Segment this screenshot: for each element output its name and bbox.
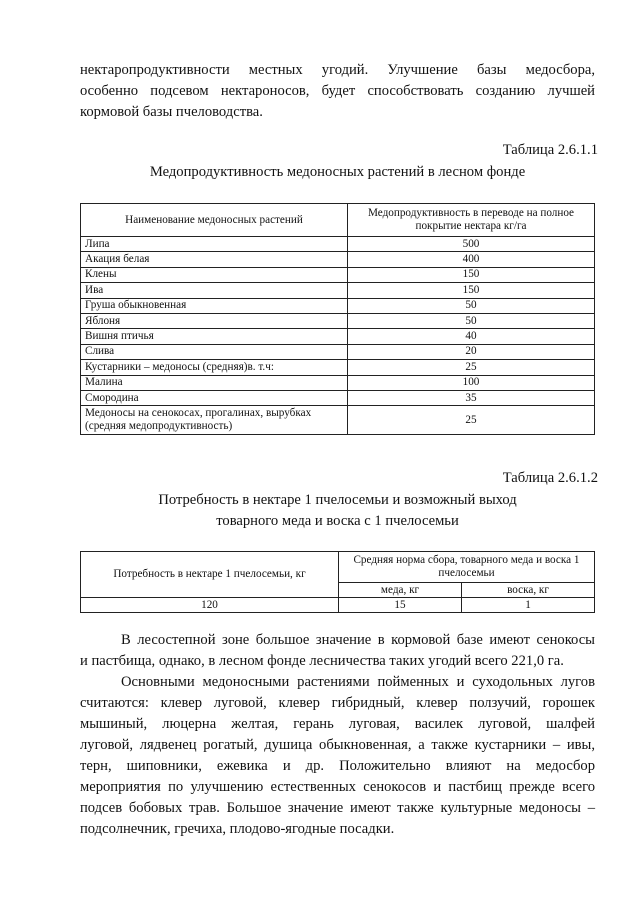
text-line: терн, шиповники, ежевика и др. Положительно влияют на медосбор (80, 758, 595, 774)
header-norm: Средняя норма сбора, товарного меда и воска 1 пчелосемьи (339, 552, 595, 583)
table1-title: Медопродуктивность медоносных растений в лесном фонде (149, 164, 526, 180)
cell-value: 40 (348, 329, 595, 344)
cell-plant: Вишня птичья (81, 329, 348, 344)
table-row (81, 406, 595, 435)
text-line: подсолнечник, гречиха, плодово-ягодные посадки. (80, 821, 395, 837)
cell-plant: Ива (81, 283, 348, 298)
table-row (81, 283, 595, 298)
table2-number: Таблица 2.6.1.2 (502, 470, 598, 486)
header-wax: воска, кг (462, 583, 595, 598)
cell-plant: Груша обыкновенная (81, 298, 348, 313)
cell-plant: Кустарники – медоносы (средняя)в. т.ч: (81, 360, 348, 375)
table-row (81, 237, 595, 252)
text-line: Основными медоносными растениями пойменных и суходольных лугов (121, 674, 595, 690)
nectar-need-table (80, 551, 595, 613)
cell-plant: Смородина (81, 390, 348, 405)
table-row (81, 298, 595, 313)
cell-value: 150 (348, 267, 595, 282)
text-line: мышиный, люцерна желтая, герань луговая, василек луговой, шалфей (80, 716, 595, 732)
honey-productivity-table (80, 203, 595, 435)
header-need: Потребность в нектаре 1 пчелосемьи, кг (81, 552, 339, 598)
header-honey: меда, кг (339, 583, 462, 598)
table-row (81, 360, 595, 375)
table2-title-line2: товарного меда и воска с 1 пчелосемьи (216, 513, 459, 529)
table1-number: Таблица 2.6.1.1 (502, 142, 598, 158)
text-line: и пастбища, однако, в лесном фонде лесничества таких угодий всего 221,0 га. (80, 653, 564, 669)
cell-value: 500 (348, 237, 595, 252)
cell-value: 20 (348, 344, 595, 359)
text-line: В лесостепной зоне большое значение в кормовой базе имеют сенокосы (121, 632, 595, 648)
cell-value: 400 (348, 252, 595, 267)
header-plant: Наименование медоносных растений (81, 204, 348, 237)
table-row (81, 313, 595, 328)
table-header-row (81, 204, 595, 237)
cell-value: 25 (348, 360, 595, 375)
cell-plant: Клены (81, 267, 348, 282)
text-line: особенно подсевом нектароносов, будет способствовать созданию лучшей (80, 83, 595, 99)
cell-wax: 1 (462, 598, 595, 613)
header-productivity: Медопродуктивность в переводе на полное покрытие нектара кг/га (348, 204, 595, 237)
cell-value: 100 (348, 375, 595, 390)
table-row (81, 390, 595, 405)
cell-value: 50 (348, 298, 595, 313)
cell-plant: Слива (81, 344, 348, 359)
cell-value: 25 (348, 406, 595, 435)
table-row (81, 375, 595, 390)
cell-plant: Акация белая (81, 252, 348, 267)
cell-value: 150 (348, 283, 595, 298)
text-line: подсев бобовых трав. Большое значение имеют также культурные медоносы – (80, 800, 595, 816)
cell-plant: Медоносы на сенокосах, прогалинах, вырубках (средняя медопродуктивность) (81, 406, 348, 435)
text-line: луговой, лядвенец рогатый, душица обыкновенная, а также кустарники – ивы, (80, 737, 595, 753)
table2-title-line1: Потребность в нектаре 1 пчелосемьи и возможный выход (158, 492, 517, 508)
table-row (81, 252, 595, 267)
cell-value: 35 (348, 390, 595, 405)
cell-plant: Липа (81, 237, 348, 252)
text-line: кормовой базы пчеловодства. (80, 104, 263, 120)
cell-need: 120 (81, 598, 339, 613)
table-row (81, 267, 595, 282)
cell-value: 50 (348, 313, 595, 328)
cell-plant: Яблоня (81, 313, 348, 328)
text-line: нектаропродуктивности местных угодий. Улучшение базы медосбора, (80, 62, 595, 78)
table-row (81, 344, 595, 359)
table-row (81, 329, 595, 344)
table-header-row (81, 552, 595, 583)
text-line: мероприятия по улучшению естественных сенокосов и пастбищ прежде всего (80, 779, 595, 795)
text-line: считаются: клевер луговой, клевер гибридный, клевер ползучий, горошек (80, 695, 595, 711)
cell-honey: 15 (339, 598, 462, 613)
table-row (81, 598, 595, 613)
cell-plant: Малина (81, 375, 348, 390)
